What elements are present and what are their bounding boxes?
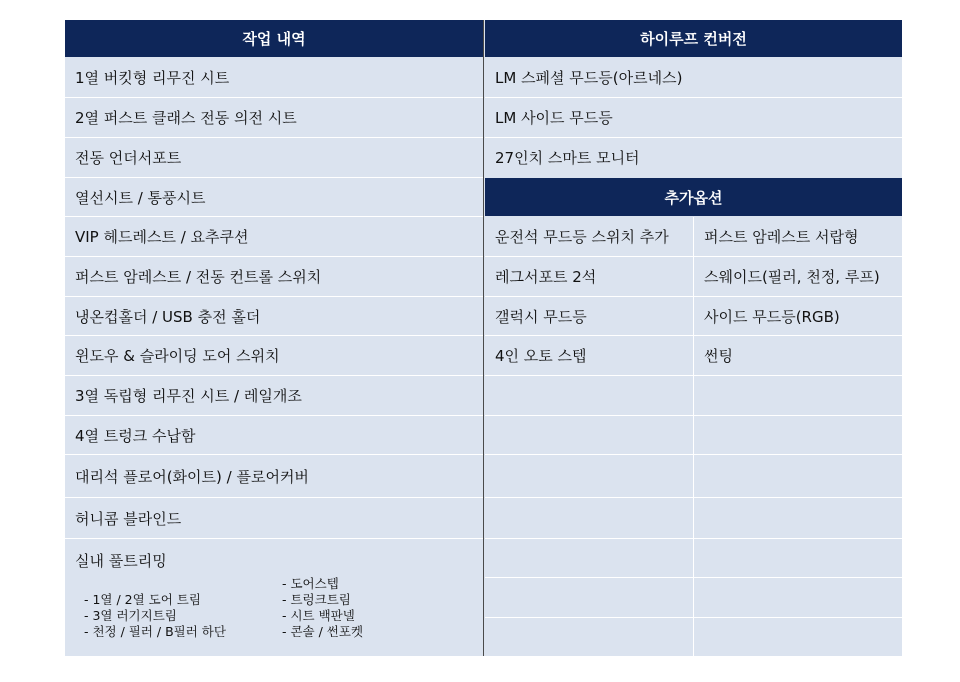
work-item-1: 1열 버킷형 리무진 시트 <box>75 69 230 87</box>
work-item-12: 허니콤 블라인드 <box>75 509 182 528</box>
row-divider <box>65 375 483 376</box>
option-cell: 4인 오토 스텝 <box>495 347 587 365</box>
trim-sub-item: - 도어스텝 <box>282 576 339 591</box>
option-cell: 운전석 무드등 스위치 추가 <box>495 228 669 246</box>
conversion-item-2: LM 사이드 무드등 <box>495 109 613 127</box>
row-divider <box>65 97 483 98</box>
work-item-6: 퍼스트 암레스트 / 전동 컨트롤 스위치 <box>75 268 322 286</box>
work-item-10: 4열 트렁크 수납함 <box>75 426 196 445</box>
option-cell: 스웨이드(필러, 천정, 루프) <box>704 268 880 286</box>
trim-sub-item: - 천정 / 필러 / B필러 하단 <box>84 624 226 639</box>
work-item-13: 실내 풀트리밍 <box>75 551 167 570</box>
row-divider <box>65 137 483 138</box>
work-item-2: 2열 퍼스트 클래스 전동 의전 시트 <box>75 109 297 127</box>
row-divider <box>65 497 483 498</box>
row-divider <box>65 415 483 416</box>
work-item-3: 전동 언더서포트 <box>75 149 182 167</box>
work-item-5: VIP 헤드레스트 / 요추쿠션 <box>75 228 249 246</box>
conversion-item-1: LM 스페셜 무드등(아르네스) <box>495 69 683 87</box>
column-divider <box>483 20 484 656</box>
option-cell: 갤럭시 무드등 <box>495 307 587 326</box>
work-item-4: 열선시트 / 통풍시트 <box>75 188 206 207</box>
conversion-item-3: 27인치 스마트 모니터 <box>495 149 640 167</box>
row-divider <box>485 97 902 98</box>
option-cell: 사이드 무드등(RGB) <box>704 307 840 326</box>
additional-options-header: 추가옵션 <box>485 178 902 216</box>
option-cell: 퍼스트 암레스트 서랍형 <box>704 228 859 246</box>
trim-sub-item: - 1열 / 2열 도어 트림 <box>84 592 201 607</box>
work-history-header: 작업 내역 <box>65 20 483 57</box>
work-item-7: 냉온컵홀더 / USB 충전 홀더 <box>75 307 261 326</box>
row-divider <box>65 335 483 336</box>
row-divider <box>65 296 483 297</box>
row-divider <box>65 454 483 455</box>
trim-sublist-right <box>282 576 363 640</box>
row-divider <box>485 137 902 138</box>
work-item-11: 대리석 플로어(화이트) / 플로어커버 <box>75 467 309 486</box>
row-divider <box>65 256 483 257</box>
row-divider <box>65 216 483 217</box>
high-roof-conversion-header: 하이루프 컨버전 <box>485 20 902 57</box>
row-divider <box>65 538 483 539</box>
trim-sub-item: - 3열 러기지트림 <box>84 608 177 623</box>
row-divider <box>65 177 483 178</box>
trim-sublist-left <box>84 592 226 640</box>
options-column-divider <box>693 217 694 656</box>
trim-sub-item: - 콘솔 / 썬포켓 <box>282 624 364 639</box>
trim-sub-item: - 시트 백판넬 <box>282 608 355 623</box>
trim-sub-item: - 트렁크트림 <box>282 592 351 607</box>
option-cell: 레그서포트 2석 <box>495 268 597 286</box>
work-item-9: 3열 독립형 리무진 시트 / 레일개조 <box>75 387 302 405</box>
option-cell: 썬팅 <box>704 347 733 365</box>
work-item-8: 윈도우 & 슬라이딩 도어 스위치 <box>75 347 280 365</box>
